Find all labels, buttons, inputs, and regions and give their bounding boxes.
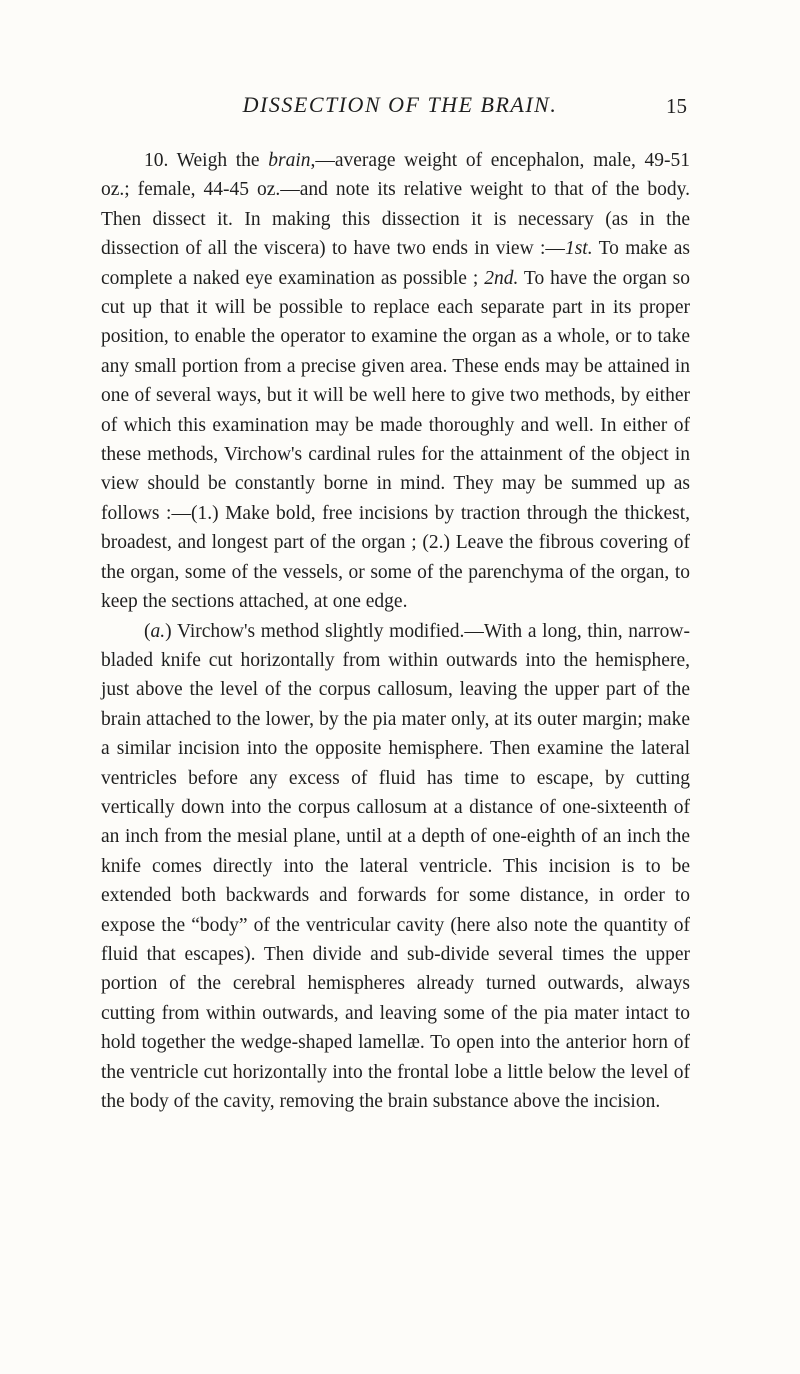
italic-brain: brain [268, 150, 311, 171]
italic-first: 1st. [564, 238, 593, 260]
paragraph-a [101, 617, 690, 1117]
page-number: 15 [666, 94, 687, 118]
italic-a: a. [150, 620, 166, 642]
text-run: ,—average weight of encephalon, male, 49-51 oz.; female, 44-45 oz.—and note its relative weight to that of the body. Then dissect it. In making this dissection it is necessary (as in the dissection of all the viscera) to have two ends in view :— [101, 150, 691, 260]
paragraph-number: 10. [144, 150, 169, 171]
text-run: Weigh the [168, 150, 269, 171]
text-run: To make as complete a naked eye examination as possible ; [101, 238, 691, 289]
text-run: ( [144, 620, 151, 642]
italic-second: 2nd. [484, 267, 519, 289]
text-run: To have the organ so cut up that it will be possible to replace each separate part in its proper position, to enable the operator to examine the organ as a whole, or to take any small portion from a precise given area. These ends may be attained in one of several ways, but it will be well here to give two methods, by either of which this examination may be made thoroughly and well. In either of these methods, Virchow's cardinal rules for the attainment of the object in view should be constantly borne in mind. They may be summed up as follows :—(1.) Make bold, free incisions by traction through the thickest, broadest, and longest part of the organ ; (2.) Leave the fibrous covering of the organ, some of the vessels, or some of the parenchyma of the organ, to keep the sections attached, at one edge. [101, 267, 690, 613]
running-head: DISSECTION OF THE BRAIN. [242, 92, 558, 117]
body-text [101, 146, 690, 1116]
page-header [0, 92, 800, 122]
paragraph-10 [101, 146, 690, 617]
text-run: ) Virchow's method slightly modified.—With a long, thin, narrow-bladed knife cut horizontally from within outwards into the hemisphere, just above the level of the corpus callosum, leaving the upper part of the brain attached to the lower, by the pia mater only, at its outer margin; make a similar incision into the opposite hemisphere. Then examine the lateral ventricles before any excess of fluid has time to escape, by cutting vertically down into the corpus callosum at a distance of one-sixteenth of an inch from the mesial plane, until at a depth of one-eighth of an inch the knife comes directly into the lateral ventricle. This incision is to be extended both backwards and forwards for some distance, in order to expose the “body” of the ventricular cavity (here also note the quantity of fluid that escapes). Then divide and sub-divide several times the upper portion of the cerebral hemispheres already turned outwards, always cutting from within outwards, and leaving some of the pia mater intact to hold together the wedge-shaped lamellæ. To open into the anterior horn of the ventricle cut horizontally into the frontal lobe a little below the level of the body of the cavity, removing the brain substance above the incision. [101, 620, 690, 1112]
